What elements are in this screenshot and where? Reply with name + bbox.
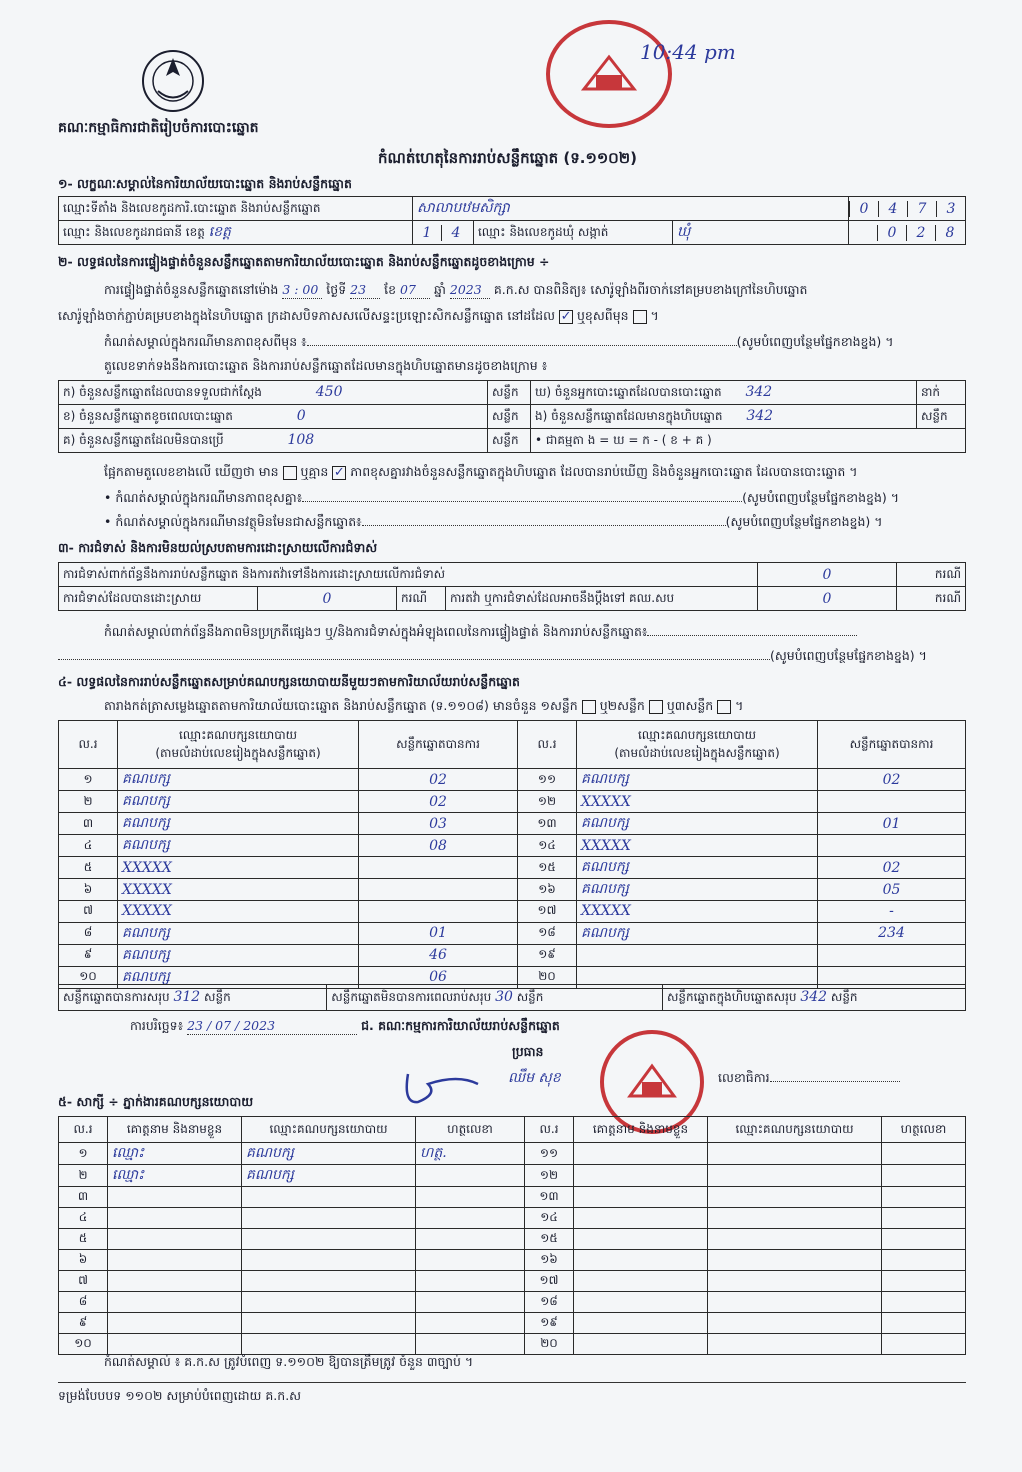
no-difference-checkbox[interactable]: ✓ xyxy=(333,464,345,480)
table-cell: គណបក្ស xyxy=(118,791,359,813)
table-cell: ៥ xyxy=(59,1229,108,1250)
table-cell xyxy=(242,1292,416,1313)
table-row xyxy=(59,857,966,879)
same-checkbox[interactable]: ✓ xyxy=(560,308,572,324)
table-cell xyxy=(416,1229,525,1250)
chair-name: ឈឹម សុខ xyxy=(508,1070,561,1086)
table-cell: 02 xyxy=(359,791,518,813)
table-cell xyxy=(882,1313,966,1334)
table-cell: គណបក្ស xyxy=(118,835,359,857)
time-annotation: 10:44 pm xyxy=(640,40,736,64)
office-label: ឈ្មោះទីតាំង និងលេខកូដការិ.បោះឆ្នោត និងរាប់សន្លឹកឆ្នោត xyxy=(59,197,413,221)
table-cell xyxy=(108,1292,242,1313)
three-sheet-checkbox[interactable] xyxy=(717,700,731,714)
table-cell: ២០ xyxy=(525,1334,574,1355)
table-cell: ១ xyxy=(59,1143,108,1165)
table-cell: ១០ xyxy=(59,966,118,988)
table-cell: ១៥ xyxy=(525,1229,574,1250)
table-cell: ៩ xyxy=(59,944,118,966)
table-cell xyxy=(574,1143,708,1165)
table-cell xyxy=(242,1208,416,1229)
table-cell xyxy=(882,1271,966,1292)
bullet-difference: • កំណត់សម្គាល់ក្នុងករណីមានភាពខុសគ្នា៖ (សូមបំពេញបន្ថែមផ្នែកខាងខ្នង) ។ xyxy=(104,490,899,505)
table-cell xyxy=(574,1250,708,1271)
section-1-heading: ១- លក្ខណៈសម្គាល់នៃការិយាល័យបោះឆ្នោត និងរាប់សន្លឹកឆ្នោត xyxy=(58,176,352,191)
complaints-value: 0 xyxy=(758,563,897,587)
has-difference-checkbox[interactable] xyxy=(283,466,297,480)
spoiled-ballots: ខ) ចំនួនសន្លឹកឆ្នោតខូចពេលបោះឆ្នោត 0 xyxy=(59,405,488,429)
table-cell: គណបក្ស xyxy=(577,879,818,901)
table-row xyxy=(59,1229,966,1250)
party-results-table: ល.រ ឈ្មោះគណបក្សនយោបាយ (តាមលំដាប់លេខរៀងក្នុងសន្លឹកឆ្នោត) សន្លឹកឆ្នោតបានការ ល.រ ឈ្មោះគណបក្សនយោបាយ (តាមលំដាប់លេខរៀងក្នុងសន្លឹកឆ្នោត) សន្លឹកឆ្នោតបានការ ១ គណបក្ស 02 ១១ គណបក្ស 02 ២ គណបក្ស 02 ១២ XXXXX ៣ គណបក្ស 03 ១៣ គណបក្ស 01 ៤ គណបក្ស 08 ១៤ XXXXX ៥ XXXXX ១៥ គណបក្ស 02 ៦ XXXXX ១៦ គណបក្ស 05 ៧ XXXXX ១៧ XXXXX - ៨ គណបក្ស 01 ១៨ គណបក្ស 234 ៩ គណបក្ស 46 ១៩ ១០ គណបក្ស 06 ២០ xyxy=(58,720,966,989)
bullet-non-ballot: • កំណត់សម្គាល់ក្នុងករណីមានវត្ថុមិនមែនជាសន្លឹកឆ្នោត៖ (សូមបំពេញបន្ថែមផ្នែកខាងខ្នង) ។ xyxy=(104,514,883,529)
tally-sheet-line: តារាងកត់ត្រាសម្លេងឆ្នោតតាមការិយាល័យបោះឆ្នោត និងរាប់សន្លឹកឆ្នោត (ទ.១១០៨) មានចំនួន ១សន្លឹក ឬ២សន្លឹក ឬ៣សន្លឹក ។ xyxy=(104,698,744,713)
table-cell: ៦ xyxy=(59,1250,108,1271)
table-cell: ១២ xyxy=(518,791,577,813)
table-cell: គណបក្ស xyxy=(118,769,359,791)
footer-divider xyxy=(58,1382,966,1383)
table-cell: 03 xyxy=(359,813,518,835)
appeal-label: ការតវ៉ា ឬការជំទាស់ដែលអាចនឹងប្តឹងទៅ គឈ.សប xyxy=(446,587,758,611)
table-cell: ហត្ថ. xyxy=(416,1143,525,1165)
table-cell xyxy=(108,1271,242,1292)
table-cell xyxy=(708,1292,882,1313)
table-cell: ១៣ xyxy=(525,1187,574,1208)
table-cell: ៣ xyxy=(59,1187,108,1208)
table-cell xyxy=(708,1143,882,1165)
commune-label: ឈ្មោះ និងលេខកូដឃុំ សង្កាត់ xyxy=(474,221,673,245)
voters-voted: ឃ) ចំនួនអ្នកបោះឆ្នោតដែលបានបោះឆ្នោត 342 xyxy=(531,381,917,405)
table-cell xyxy=(416,1187,525,1208)
table-cell xyxy=(882,1229,966,1250)
table-cell xyxy=(416,1165,525,1187)
table-cell xyxy=(574,1292,708,1313)
table-cell: 02 xyxy=(818,769,966,791)
table-cell: ២ xyxy=(59,791,118,813)
formula: • ជាគម្មតា ង = ឃ = ក - ( ខ + គ ) xyxy=(531,429,966,453)
table-cell xyxy=(882,1165,966,1187)
table-cell: - xyxy=(818,901,966,923)
different-checkbox[interactable] xyxy=(633,310,647,324)
table-cell: ៤ xyxy=(59,835,118,857)
complaints-table: ការជំទាស់ពាក់ព័ន្ធនឹងការរាប់សន្លឹកឆ្នោត និងការតវ៉ាទៅនឹងការដោះស្រាយលើការជំទាស់ 0 ករណី ការជំទាស់ដែលបានដោះស្រាយ 0 ករណី ការតវ៉ា ឬការជំទាស់ដែលអាចនឹងប្តឹងទៅ គឈ.សប 0 ករណី xyxy=(58,562,966,611)
table-cell xyxy=(818,791,966,813)
table-cell: ៧ xyxy=(59,901,118,923)
table-cell xyxy=(574,1271,708,1292)
table-cell xyxy=(574,1229,708,1250)
commune-code: 0 2 8 xyxy=(849,221,966,245)
table-cell: គណបក្ស xyxy=(577,857,818,879)
emblem-logo xyxy=(138,46,208,116)
table-cell: ១ xyxy=(59,769,118,791)
table-cell xyxy=(708,1334,882,1355)
table-cell: ១១ xyxy=(525,1143,574,1165)
table-cell xyxy=(242,1334,416,1355)
figures-table: ក) ចំនួនសន្លឹកឆ្នោតដែលបានទទួលជាក់ស្តែង 450 សន្លឹក ឃ) ចំនួនអ្នកបោះឆ្នោតដែលបានបោះឆ្នោត 342 នាក់ ខ) ចំនួនសន្លឹកឆ្នោតខូចពេលបោះឆ្នោត 0 សន្លឹក ង) ចំនួនសន្លឹកឆ្នោតដែលមានក្នុងហិបឆ្នោត 342 សន្លឹក គ) ចំនួនសន្លឹកឆ្នោតដែលមិនបានប្រើ 108 សន្លឹក • ជាគម្មតា ង = ឃ = ក - ( ខ + គ ) xyxy=(58,380,966,453)
table-row xyxy=(59,901,966,923)
table-cell: ១០ xyxy=(59,1334,108,1355)
table-cell: ២០ xyxy=(518,966,577,988)
table-cell: XXXXX xyxy=(577,791,818,813)
table-cell: 01 xyxy=(359,922,518,944)
table-row xyxy=(59,1313,966,1334)
org-name: គណៈកម្មាធិការជាតិរៀបចំការបោះឆ្នោត xyxy=(58,120,259,136)
table-cell xyxy=(882,1187,966,1208)
table-cell: XXXXX xyxy=(118,857,359,879)
table-row xyxy=(59,1271,966,1292)
received-ballots: ក) ចំនួនសន្លឹកឆ្នោតដែលបានទទួលជាក់ស្តែង 450 xyxy=(59,381,488,405)
table-row xyxy=(59,879,966,901)
table-cell xyxy=(416,1250,525,1271)
table-cell: គណបក្ស xyxy=(242,1165,416,1187)
table-cell xyxy=(108,1250,242,1271)
official-stamp xyxy=(546,20,672,128)
section-5-heading: ៥- សាក្សី ÷ ភ្នាក់ងារគណបក្សនយោបាយ xyxy=(58,1094,254,1109)
table-cell: គណបក្ស xyxy=(118,966,359,988)
irregularity-note: កំណត់សម្គាល់ពាក់ព័ន្ធនឹងភាពមិនប្រក្រតីផ្សេងៗ ឬ/និងការជំទាស់ក្នុងអំឡុងពេលនៃការផ្ទៀងផ្ទាត់ និងការរាប់សន្លឹកឆ្នោត៖ xyxy=(104,624,857,640)
table-cell xyxy=(108,1313,242,1334)
table-cell: គណបក្ស xyxy=(242,1143,416,1165)
table-row xyxy=(59,835,966,857)
table-row xyxy=(59,1187,966,1208)
table-cell xyxy=(416,1334,525,1355)
table-cell xyxy=(882,1334,966,1355)
difference-note: កំណត់សម្គាល់ក្នុងករណីមានភាពខុសពីមុន ៖ (សូមបំពេញបន្ថែមផ្នែកខាងខ្នង) ។ xyxy=(104,334,894,349)
table-cell: ៥ xyxy=(59,857,118,879)
table-row xyxy=(59,1165,966,1187)
table-cell: ១៩ xyxy=(525,1313,574,1334)
table-row xyxy=(59,944,966,966)
table-cell xyxy=(574,1187,708,1208)
table-cell xyxy=(882,1143,966,1165)
table-cell xyxy=(708,1187,882,1208)
table-cell: XXXXX xyxy=(577,901,818,923)
table-cell: ១៨ xyxy=(518,922,577,944)
table-row xyxy=(59,1208,966,1229)
table-cell: 02 xyxy=(818,857,966,879)
table-cell: ១២ xyxy=(525,1165,574,1187)
table-cell: ១៥ xyxy=(518,857,577,879)
secretary-line: លេខាធិការ xyxy=(718,1070,900,1086)
one-sheet-checkbox[interactable] xyxy=(582,700,596,714)
table-row xyxy=(59,1292,966,1313)
table-cell: XXXXX xyxy=(118,879,359,901)
table-cell xyxy=(574,1313,708,1334)
total-invalid: សន្លឹកឆ្នោតមិនបានការពេលរាប់សរុប 30 សន្លឹក xyxy=(327,985,663,1011)
table-cell: XXXXX xyxy=(118,901,359,923)
table-cell: គណបក្ស xyxy=(118,944,359,966)
table-cell: ឈ្មោះ xyxy=(108,1143,242,1165)
table-cell: ១៨ xyxy=(525,1292,574,1313)
final-note: កំណត់សម្គាល់ ៖ គ.ក.ស ត្រូវបំពេញ ទ.១១០២ ឱ្យបានត្រឹមត្រូវ ចំនួន ៣ច្បាប់ ។ xyxy=(104,1354,474,1369)
two-sheet-checkbox[interactable] xyxy=(649,700,663,714)
table-cell xyxy=(818,944,966,966)
irregularity-note-line-2: (សូមបំពេញបន្ថែមផ្នែកខាងខ្នង) ។ xyxy=(58,648,927,664)
table-cell xyxy=(574,1208,708,1229)
table-cell: ៧ xyxy=(59,1271,108,1292)
table-row xyxy=(59,1143,966,1165)
table-cell: 02 xyxy=(359,769,518,791)
table-cell: ១១ xyxy=(518,769,577,791)
table-cell xyxy=(574,1334,708,1355)
table-cell xyxy=(882,1250,966,1271)
table-cell: គណបក្ស xyxy=(118,813,359,835)
table-cell: គណបក្ស xyxy=(118,922,359,944)
table-cell xyxy=(708,1250,882,1271)
table-cell: ១៦ xyxy=(525,1250,574,1271)
verification-line-1: ការផ្ទៀងផ្ទាត់ចំនួនសន្លឹកឆ្នោតនៅម៉ោង 3 : 00 ថ្ងៃទី 23 ខែ 07 ឆ្នាំ 2023 គ.ក.ស បានពិនិត្យ៖ សោរ៉ូឡាំងពីរចាក់នៅគម្របខាងក្រៅនៃហិបឆ្នោត xyxy=(104,282,808,297)
table-cell: គណបក្ស xyxy=(577,813,818,835)
table-cell xyxy=(416,1208,525,1229)
section-4-heading: ៤- លទ្ធផលនៃការរាប់សន្លឹកឆ្នោតសម្រាប់គណបក្សនយោបាយនីមួយៗតាមការិយាល័យរាប់សន្លឹកឆ្នោត xyxy=(58,674,520,689)
table-cell xyxy=(242,1313,416,1334)
appeal-value: 0 xyxy=(758,587,897,611)
table-cell: ១៩ xyxy=(518,944,577,966)
table-cell xyxy=(359,879,518,901)
total-in-box: សន្លឹកឆ្នោតក្នុងហិបឆ្នោតសរុប 342 សន្លឹក xyxy=(663,985,966,1011)
table-cell: 234 xyxy=(818,922,966,944)
section-3-heading: ៣- ការជំទាស់ និងការមិនយល់ស្របតាមការដោះស្រាយលើការជំទាស់ xyxy=(58,540,378,555)
table-cell xyxy=(108,1208,242,1229)
table-row xyxy=(59,922,966,944)
province-label: ឈ្មោះ និងលេខកូដរាជធានី ខេត្ត ខេត្ត xyxy=(59,221,413,245)
figures-intro: តួលេខទាក់ទងនឹងការបោះឆ្នោត និងការរាប់សន្លឹកឆ្នោតដែលមានក្នុងហិបឆ្នោតមានដូចខាងក្រោម ៖ xyxy=(104,358,548,373)
table-cell xyxy=(577,944,818,966)
table-cell: ៩ xyxy=(59,1313,108,1334)
table-cell: ១៧ xyxy=(518,901,577,923)
table-row xyxy=(59,813,966,835)
results-totals xyxy=(58,984,966,1011)
table-cell xyxy=(242,1187,416,1208)
table-cell: ឈ្មោះ xyxy=(108,1165,242,1187)
table-cell: ១៣ xyxy=(518,813,577,835)
verification-line-2: សោរ៉ូឡាំងចាក់ភ្ជាប់គម្របខាងក្នុងនៃហិបឆ្នោត ក្រដាសបិទភាសសលើសន្ទះប្រឡោះសិកសន្លឹកឆ្នោត នៅដដែល ✓ ឬខុសពីមុន ។ xyxy=(58,308,659,324)
footer-text: ទម្រង់បែបបទ ១១០២ សម្រាប់បំពេញដោយ គ.ក.ស xyxy=(58,1388,302,1403)
ballots-in-box: ង) ចំនួនសន្លឹកឆ្នោតដែលមានក្នុងហិបឆ្នោត 342 xyxy=(531,405,917,429)
complaints-label: ការជំទាស់ពាក់ព័ន្ធនឹងការរាប់សន្លឹកឆ្នោត និងការតវ៉ាទៅនឹងការដោះស្រាយលើការជំទាស់ xyxy=(59,563,758,587)
table-cell: ១៦ xyxy=(518,879,577,901)
table-cell xyxy=(574,1165,708,1187)
table-cell: ១៧ xyxy=(525,1271,574,1292)
table-cell: ៨ xyxy=(59,922,118,944)
table-cell xyxy=(108,1229,242,1250)
resolved-value: 0 xyxy=(258,587,397,611)
table-cell: គណបក្ស xyxy=(577,769,818,791)
table-cell xyxy=(242,1271,416,1292)
section-2-heading: ២- លទ្ធផលនៃការផ្ទៀងផ្ទាត់ចំនួនសន្លឹកឆ្នោតតាមការិយាល័យបោះឆ្នោត និងរាប់សន្លឹកឆ្នោតដូចខាងក្រោម ÷ xyxy=(58,254,550,269)
chair-title: ប្រធាន xyxy=(512,1044,544,1059)
table-row xyxy=(59,1334,966,1355)
table-cell: 06 xyxy=(359,966,518,988)
table-cell xyxy=(882,1208,966,1229)
table-cell xyxy=(708,1229,882,1250)
table-cell: ៣ xyxy=(59,813,118,835)
table-cell: ២ xyxy=(59,1165,108,1187)
table-cell: 01 xyxy=(818,813,966,835)
section-1-table xyxy=(58,196,966,245)
table-cell: 46 xyxy=(359,944,518,966)
table-cell xyxy=(708,1271,882,1292)
table-cell: XXXXX xyxy=(577,835,818,857)
table-cell xyxy=(359,901,518,923)
table-cell xyxy=(882,1292,966,1313)
resolved-label: ការជំទាស់ដែលបានដោះស្រាយ xyxy=(59,587,258,611)
table-cell: 05 xyxy=(818,879,966,901)
table-cell: ១៤ xyxy=(518,835,577,857)
table-cell: 08 xyxy=(359,835,518,857)
table-cell: គណបក្ស xyxy=(577,922,818,944)
chair-signature xyxy=(398,1064,488,1114)
date-line: ការបរិច្ឆេទ៖ 23 / 07 / 2023 ជ. គណៈកម្មការការិយាល័យរាប់សន្លឹកឆ្នោត xyxy=(130,1018,560,1033)
table-cell xyxy=(708,1165,882,1187)
table-cell xyxy=(416,1271,525,1292)
table-row xyxy=(59,791,966,813)
commune-value: ឃុំ xyxy=(673,221,849,245)
table-cell xyxy=(108,1334,242,1355)
table-cell xyxy=(242,1229,416,1250)
table-cell: ១៤ xyxy=(525,1208,574,1229)
table-cell xyxy=(416,1292,525,1313)
unused-ballots: គ) ចំនួនសន្លឹកឆ្នោតដែលមិនបានប្រើ 108 xyxy=(59,429,488,453)
province-code: 1 4 xyxy=(413,221,474,245)
table-cell xyxy=(108,1187,242,1208)
table-cell xyxy=(359,857,518,879)
office-value: សាលាបឋមសិក្សា xyxy=(413,197,849,221)
total-valid: សន្លឹកឆ្នោតបានការសរុប 312 សន្លឹក xyxy=(59,985,327,1011)
table-cell xyxy=(242,1250,416,1271)
table-cell xyxy=(416,1313,525,1334)
table-cell xyxy=(708,1208,882,1229)
comparison-line: ផ្អែកតាមតួលេខខាងលើ ឃើញថា មាន ឬគ្មាន ✓ ភាពខុសគ្នារវាងចំនួនសន្លឹកឆ្នោតក្នុងហិបឆ្នោត ដែលបានរាប់ឃើញ និងចំនួនអ្នកបោះឆ្នោត ដែលបានបោះឆ្នោត ។ xyxy=(104,464,858,480)
table-cell xyxy=(708,1313,882,1334)
office-code: 0 4 7 3 xyxy=(849,197,966,221)
table-cell: ៨ xyxy=(59,1292,108,1313)
table-cell: ៦ xyxy=(59,879,118,901)
table-row xyxy=(59,769,966,791)
page-title: កំណត់ហេតុនៃការរាប់សន្លឹកឆ្នោត (ទ.១១០២) xyxy=(378,149,638,167)
table-row xyxy=(59,1250,966,1271)
witness-table: ល.រ គោត្តនាម និងនាមខ្លួន ឈ្មោះគណបក្សនយោបាយ ហត្ថលេខា ល.រ គោត្តនាម និងនាមខ្លួន ឈ្មោះគណបក្សនយោបាយ ហត្ថលេខា ១ ឈ្មោះ គណបក្ស ហត្ថ. ១១ ២ ឈ្មោះ គណបក្ស ១២ ៣ ១៣ ៤ ១៤ ៥ ១៥ ៦ ១៦ ៧ ១៧ ៨ ១៨ ៩ ១៩ ១០ ២០ xyxy=(58,1116,966,1355)
table-cell: ៤ xyxy=(59,1208,108,1229)
table-cell xyxy=(818,835,966,857)
